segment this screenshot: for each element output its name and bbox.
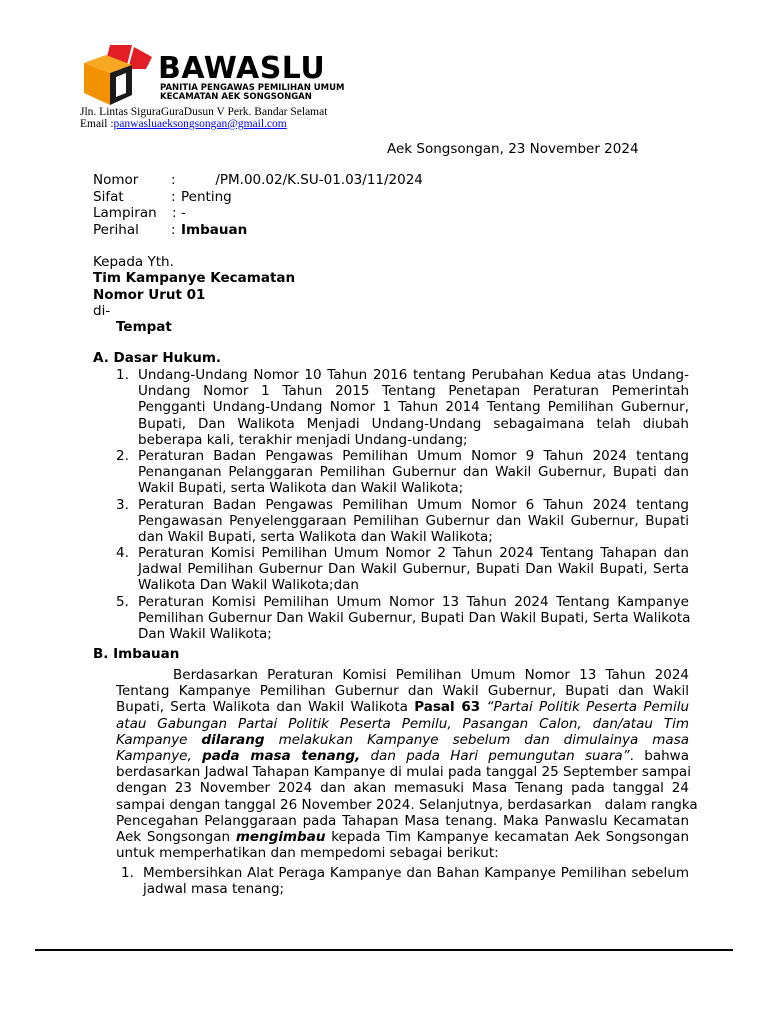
list-item-2 [138, 448, 689, 497]
text-line: dengan 23 November 2024 dan akan memasuki Masa Tenang pada tanggal 24 [116, 780, 689, 797]
meta-colon: : [171, 221, 176, 238]
text-line: sampai dengan tanggal 26 November 2024. Selanjutnya, berdasarkan dalam rangka [116, 796, 698, 813]
list-item-5 [138, 594, 689, 643]
text-line: dan Wakil Bupati, serta Walikota dan Wakil Walikota; [138, 529, 493, 546]
pasal-ref: Pasal 63 [414, 699, 481, 716]
list-item-1 [138, 367, 689, 448]
meta-colon: : [172, 205, 177, 221]
text-line: Membersihkan Alat Peraga Kampanye dan Bahan Kampanye Pemilihan sebelum [143, 865, 689, 881]
brand-subtitle [160, 84, 350, 102]
text-line: Wakil Bupati, serta Walikota dan Wakil Walikota; [138, 480, 464, 497]
emphasis-mengimbau: mengimbau [235, 828, 326, 845]
text-line: Penanganan Pelanggaran Pemilihan Gubernur dan Wakil Gubernur, Bupati dan [138, 464, 689, 481]
meta-value: /PM.00.02/K.SU-01.03/11/2024 [181, 172, 423, 188]
text-run: . bahwa [629, 747, 689, 764]
meta-key: Sifat [93, 188, 124, 205]
email-link[interactable]: panwasluaeksongsongan@gmail.com [113, 118, 287, 130]
meta-value: Imbauan [181, 221, 248, 238]
text-line: Peraturan Badan Pengawas Pemilihan Umum Nomor 6 Tahun 2024 tentang [138, 497, 689, 513]
section-b-heading: B. Imbauan [93, 646, 180, 662]
imbauan-paragraph [116, 667, 698, 862]
list-number: 4. [116, 545, 129, 561]
brand-subtitle-line-2: KECAMATAN AEK SONGSONGAN [160, 92, 312, 102]
recipient-greeting: Kepada Yth. [93, 254, 174, 270]
brand-subtitle-line-1: PANITIA PENGAWAS PEMILIHAN UMUM [160, 83, 345, 93]
list-number: 3. [116, 497, 129, 513]
meta-value: - [181, 205, 186, 221]
email-label: Email : [80, 118, 114, 130]
text-line: Pengganti Undang-Undang Nomor 1 Tahun 2014 Tentang Pemilihan Gubernur, [138, 399, 689, 416]
meta-colon: : [171, 188, 176, 205]
section-a-heading: A. Dasar Hukum. [93, 350, 222, 366]
quote-run: Kampanye [116, 731, 202, 748]
text-line: beberapa kali, terakhir menjadi Undang-undang; [138, 431, 468, 448]
text-line: Undang-Undang Nomor 10 Tahun 2016 tentang Perubahan Kedua atas Undang- [138, 367, 689, 383]
text-line: jadwal masa tenang; [143, 881, 285, 898]
text-line [116, 732, 689, 748]
imbauan-item-1 [143, 865, 689, 897]
emphasis-masa-tenang: pada masa tenang, [202, 747, 361, 764]
text-line: Berdasarkan Peraturan Komisi Pemilihan Umum Nomor 13 Tahun 2024 [173, 667, 689, 683]
recipient-line-2: Nomor Urut 01 [93, 287, 206, 303]
recipient-line-1: Tim Kampanye Kecamatan [93, 270, 296, 286]
text-run: Aek Songsongan [116, 828, 236, 845]
recipient-place: Tempat [116, 319, 172, 335]
list-number: 2. [116, 448, 129, 464]
text-line [116, 748, 689, 764]
text-line [116, 699, 689, 715]
text-line: Dan Wakil Walikota; [138, 626, 272, 643]
text-line: Walikota Dan Wakil Walikota;dan [138, 577, 359, 594]
text-line: Peraturan Badan Pengawas Pemilihan Umum Nomor 9 Tahun 2024 tentang [138, 448, 689, 464]
emphasis-dilarang: dilarang [201, 731, 265, 748]
letterhead-address [80, 106, 327, 130]
list-item-4 [138, 545, 689, 594]
list-item-3 [138, 497, 689, 546]
text-line: Pencegahan Pelanggaraan pada Tahapan Masa tenang. Maka Panwaslu Kecamatan [116, 812, 689, 829]
text-line: Undang Nomor 1 Tahun 2015 Tentang Penetapan Peraturan Pemerintah [138, 383, 689, 400]
text-line: untuk memperhatikan dan mempedomi sebagai berikut: [116, 845, 499, 862]
text-line: Tentang Kampanye Pemilihan Gubernur dan Wakil Gubernur, Bupati dan Wakil [116, 683, 689, 700]
meta-key: Lampiran [93, 205, 157, 221]
text-line: Bupati, Dan Walikota Menjadi Undang-Undang sebagaimana telah diubah [138, 415, 689, 432]
meta-key: Nomor [93, 172, 139, 188]
list-number: 5. [116, 594, 129, 610]
bawaslu-logo-icon [80, 43, 156, 107]
text-line: Pengawasan Penyelenggaraan Pemilihan Gubernur dan Wakil Gubernur, Bupati [138, 513, 689, 530]
text-run: kepada Tim Kampanye kecamatan Aek Songsongan [325, 828, 690, 845]
address-line: Jln. Lintas SiguraGuraDusun V Perk. Bandar Selamat [80, 106, 328, 118]
text-line: berdasarkan Jadwal Tahapan Kampanye di mulai pada tanggal 25 September sampai [116, 764, 691, 781]
letter-date: Aek Songsongan, 23 November 2024 [387, 141, 639, 157]
meta-value: Penting [181, 188, 232, 205]
text-line: Pemilihan Gubernur Dan Wakil Gubernur, Bupati Dan Wakil Bupati, Serta Walikota [138, 610, 691, 627]
page-divider [35, 949, 733, 951]
text-line [116, 829, 689, 845]
meta-key: Perihal [93, 221, 139, 238]
quote-run: Kampanye, [116, 747, 203, 764]
quote-run: melakukan Kampanye sebelum dan dimulainya masa [264, 731, 690, 748]
text-line: atau Gabungan Partai Politik Peserta Pemilu, Pasangan Calon, dan/atau Tim [116, 715, 689, 732]
meta-colon: : [171, 172, 176, 188]
list-number: 1. [116, 367, 129, 383]
text-line: Peraturan Komisi Pemilihan Umum Nomor 13 Tahun 2024 Tentang Kampanye [138, 594, 689, 610]
email-line [80, 118, 327, 130]
list-number: 1. [121, 865, 134, 881]
text-line: Jadwal Pemilihan Gubernur Dan Wakil Gubernur, Bupati Dan Wakil Bupati, Serta [138, 561, 689, 578]
text-run: Bupati, Serta Walikota dan Wakil Walikota [116, 699, 415, 716]
recipient-di: di- [93, 303, 111, 319]
brand-name: BAWASLU [158, 51, 326, 86]
quote-run: “Partai Politik Peserta Pemilu [480, 699, 689, 716]
text-line: Peraturan Komisi Pemilihan Umum Nomor 2 Tahun 2024 Tentang Tahapan dan [138, 545, 689, 561]
quote-run: dan pada Hari pemungutan suara” [360, 747, 630, 764]
